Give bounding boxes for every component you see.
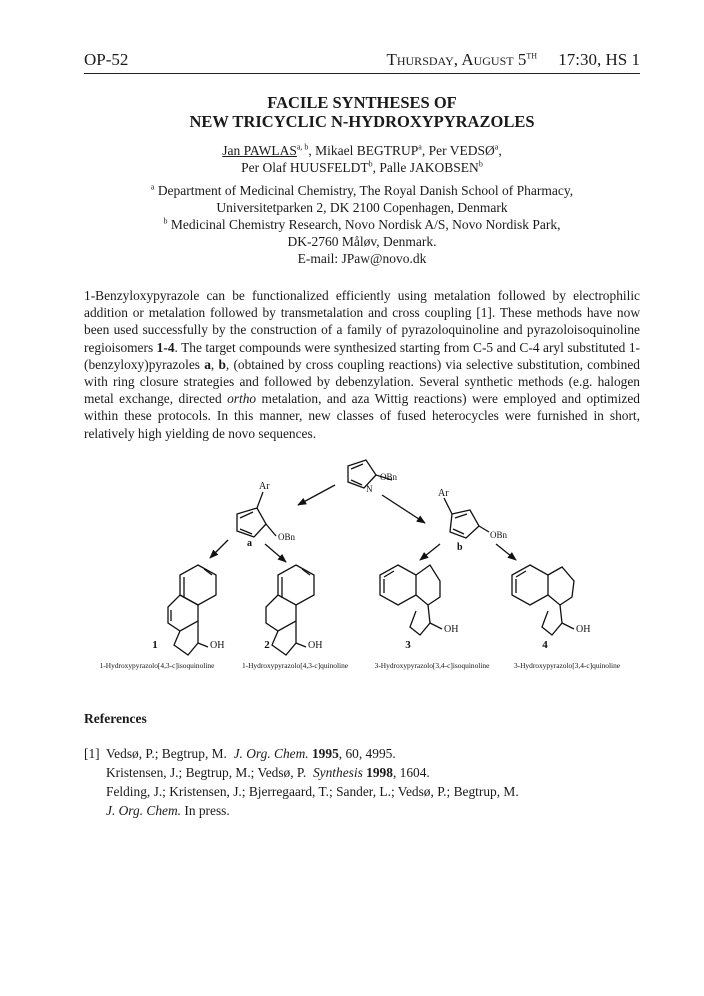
abstract-bold-3: b	[218, 356, 226, 372]
time-room: 17:30, HS 1	[558, 50, 640, 69]
a-label: a	[247, 538, 252, 549]
author-5-sup: b	[478, 159, 483, 169]
compound-4-name: 3-Hydroxypyrazolo[3,4-c]quinoline	[513, 661, 621, 670]
abstract-bold-2: a	[204, 356, 211, 372]
author-2-sup: a	[418, 142, 422, 152]
affiliation-b-line-1	[84, 216, 640, 233]
author-1: Jan PAWLAS	[222, 143, 297, 158]
author-3: Per VEDSØ	[428, 143, 495, 158]
ref1-year: 1995	[311, 746, 339, 761]
header-rule	[84, 73, 640, 74]
authors-line-1: Jan PAWLAS$^{a, b}$, Mikael BEGTRUP$^a$, Per VEDSØ$^a$,	[222, 142, 502, 158]
abstract-part-3: ,	[210, 356, 219, 372]
c1-oh-label: OH	[210, 640, 225, 651]
b-label: b	[457, 542, 463, 553]
author-3-sup: a	[494, 142, 499, 152]
pyrazole-a	[237, 492, 276, 537]
author-5: Palle JAKOBSEN	[379, 160, 479, 175]
reference-2	[106, 763, 646, 782]
abstract	[84, 287, 640, 442]
arrow-to-a	[298, 485, 335, 505]
compound-1-number: 1	[152, 639, 158, 651]
title-line-1: FACILE SYNTHESES OF	[267, 93, 457, 112]
compound-1-structure	[168, 565, 216, 655]
reference-number: [1]	[84, 746, 100, 761]
reference-3-line-2	[106, 801, 646, 820]
affiliation-b-line-2: DK-2760 Måløv, Denmark.	[287, 234, 437, 249]
abstract-bold-1: 1-4	[156, 339, 175, 355]
references-heading: References	[84, 711, 147, 726]
affil-a-text: Department of Medicinal Chemistry, The Royal Danish School of Pharmacy,	[157, 183, 574, 198]
c4-oh-label: OH	[576, 624, 591, 635]
ref3-journal: J. Org. Chem.	[106, 803, 182, 818]
author-4-sup: b	[368, 159, 373, 169]
ref2-journal: Synthesis	[312, 765, 363, 780]
ref1-authors: Vedsø, P.; Begtrup, M.	[106, 746, 227, 761]
session-day: Thursday, August 5	[386, 50, 527, 69]
compound-4-number: 4	[542, 639, 548, 651]
reaction-scheme	[0, 440, 704, 680]
affil-b-mark: b	[163, 216, 168, 226]
start-n-label: N	[366, 484, 373, 494]
session-time	[386, 50, 640, 70]
reference-3-line-1: Felding, J.; Kristensen, J.; Bjerregaard, T.; Sander, L.; Vedsø, P.; Begtrup, M.	[106, 784, 519, 799]
affil-b-text: Medicinal Chemistry Research, Novo Nordisk A/S, Novo Nordisk Park,	[170, 217, 561, 232]
arrow-to-4	[496, 544, 516, 560]
c2-oh-label: OH	[308, 640, 323, 651]
ref2-rest: , 1604.	[392, 765, 430, 780]
arrow-to-1	[210, 540, 228, 558]
ref2-authors: Kristensen, J.; Begtrup, M.; Vedsø, P.	[106, 765, 307, 780]
a-obn-label: OBn	[278, 532, 296, 542]
abstract-part-5: metalation, and aza Wittig reactions) were employed and optimized within these protocols. In this manner, new classes of fused heterocycles were furnished in short, relatively high yielding de novo sequences.	[84, 391, 640, 441]
affil-a-mark: a	[150, 182, 155, 192]
reference-1	[106, 744, 646, 763]
day-suffix: TH	[526, 51, 538, 61]
abstract-part-4: , (obtained by cross coupling reactions) via selective substitution, combined with ring closure strategies and followed by debenzylation. Several synthetic methods (e.g. halogen metal exchange, directed	[84, 356, 640, 407]
ref2-year: 1998	[366, 765, 393, 780]
ref3-rest: In press.	[181, 803, 230, 818]
compound-3-number: 3	[405, 639, 411, 651]
abstract-italic: ortho	[227, 391, 257, 407]
author-2: Mikael BEGTRUP	[315, 143, 419, 158]
author-1-sup: a, b	[296, 142, 309, 152]
abstract-part-2: . The target compounds were synthesized starting from C-5 and C-4 aryl substituted 1-(benzyloxy)pyrazoles	[84, 339, 640, 372]
compound-2-name: 1-Hydroxypyrazolo[4,3-c]quinoline	[241, 661, 349, 670]
authors-line-2: Per Olaf HUUSFELDT$^b$, Palle JAKOBSEN$^b$	[241, 159, 483, 175]
compound-1-name: 1-Hydroxypyrazolo[4,3-c]isoquinoline	[99, 661, 215, 670]
pyrazole-b	[444, 498, 489, 538]
arrow-to-3	[420, 544, 440, 560]
affiliation-a-line-1	[84, 182, 640, 199]
compound-2-number: 2	[264, 639, 270, 651]
compound-2-structure	[266, 565, 314, 655]
b-ar-label: Ar	[438, 488, 449, 499]
email: E-mail: JPaw@novo.dk	[297, 251, 427, 266]
compound-3-structure	[380, 565, 442, 635]
title-line-2: NEW TRICYCLIC N-HYDROXYPYRAZOLES	[189, 112, 535, 131]
ref1-journal: J. Org. Chem.	[233, 746, 309, 761]
arrow-to-b	[382, 495, 425, 523]
a-ar-label: Ar	[259, 481, 270, 492]
author-4: Per Olaf HUUSFELDT	[241, 160, 369, 175]
ref1-rest: , 60, 4995.	[338, 746, 396, 761]
b-obn-label: OBn	[490, 530, 508, 540]
start-obn-label: OBn	[380, 472, 398, 482]
c3-oh-label: OH	[444, 624, 459, 635]
compound-4-structure	[512, 565, 574, 635]
affiliation-a-line-2: Universitetparken 2, DK 2100 Copenhagen, Denmark	[216, 200, 508, 215]
arrow-to-2	[265, 544, 286, 562]
abstract-part-1: 1-Benzyloxypyrazole can be functionalized efficiently using metalation followed by electrophilic addition or metalation followed by transmetalation and cross coupling [1]. These methods have now been used successfully by the construction of a family of pyrazoloquinoline and pyrazoloisoquinoline regioisomers	[84, 288, 640, 355]
compound-3-name: 3-Hydroxypyrazolo[3,4-c]isoquinoline	[374, 661, 490, 670]
session-code: OP-52	[84, 50, 129, 69]
